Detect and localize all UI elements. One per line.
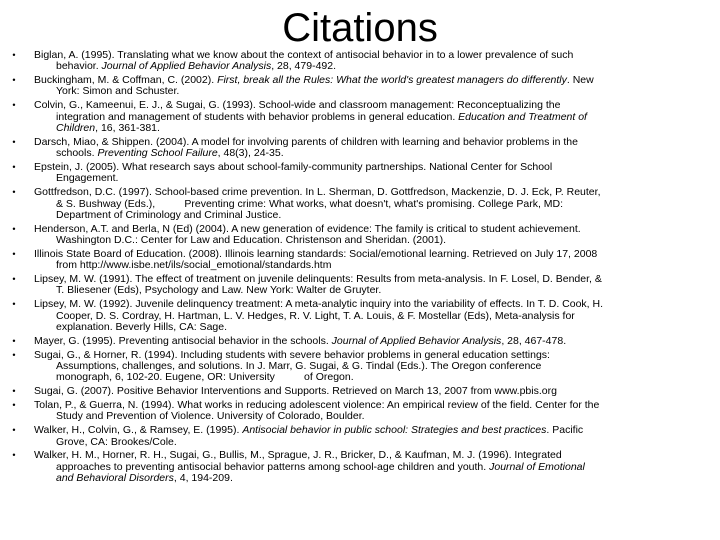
citation-text: Grove, CA: Brookes/Cole. — [56, 435, 177, 448]
citation-line — [34, 386, 708, 397]
page-title: Citations — [282, 6, 438, 50]
bullet-icon: • — [12, 274, 16, 285]
citation-text: T. Bliesener (Eds), Psychology and Law. New York: Walter de Gruyter. — [56, 284, 382, 297]
citation-line — [34, 86, 708, 97]
citation-text: , 16, 361-381. — [95, 121, 160, 134]
citation-text: Tolan, P., & Guerra, N. (1994). What works in reducing adolescent violence: An empirical review of the field. Center for the — [34, 399, 600, 412]
citation-italic-text: Journal of Applied Behavior Analysis — [101, 60, 272, 73]
citation-line — [34, 235, 708, 246]
citation-text: monograph, 6, 102-20. Eugene, OR: University of Oregon. — [56, 371, 354, 384]
citation-text: Illinois State Board of Education. (2008). Illinois learning standards: Social/emotional learning. Retrieved on July 17, 2008 — [34, 247, 598, 260]
citation-line — [34, 210, 708, 221]
citation-text: Biglan, A. (1995). Translating what we know about the context of antisocial behavior in to a lower prevalence of such — [34, 49, 574, 61]
citation-italic-text: Journal of Applied Behavior Analysis — [331, 334, 502, 347]
bullet-icon: • — [12, 425, 16, 436]
citation-line — [34, 437, 708, 448]
citation-line — [34, 473, 708, 484]
citation-text: Darsch, Miao, & Shippen. (2004). A model for involving parents of children with learning and behavior problems in the — [34, 135, 578, 148]
citation-italic-text: Education and Treatment of — [458, 110, 587, 123]
bullet-icon: • — [12, 187, 16, 198]
citation-text: Henderson, A.T. and Berla, N (Ed) (2004). A new generation of evidence: The family is critical to student achievement. — [34, 222, 581, 235]
citation-item — [8, 100, 708, 134]
citation-text: Lipsey, M. W. (1991). The effect of treatment on juvenile delinquents: Results from meta-analysis. In F. Losel, D. Bender, & — [34, 273, 602, 286]
bullet-icon: • — [12, 223, 16, 234]
bullet-icon: • — [12, 299, 16, 310]
bullet-icon: • — [12, 50, 16, 60]
citation-line — [34, 336, 708, 347]
citation-line — [34, 372, 708, 383]
citation-text: Assumptions, challenges, and solutions. In J. Marr, G. Sugai, & G. Tindal (Eds.). The Oregon conference — [56, 359, 542, 372]
citation-text: York: Simon and Schuster. — [56, 85, 180, 98]
bullet-icon: • — [12, 386, 16, 397]
citation-text: Walker, H. M., Horner, R. H., Sugai, G., Bullis, M., Sprague, J. R., Bricker, D., & Kaufman, M. J. (1996). Integrated — [34, 449, 562, 462]
citation-text: approaches to preventing antisocial behavior patterns among school-age children and youth. — [56, 460, 490, 473]
citation-italic-text: Preventing School Failure — [97, 147, 218, 160]
citation-text: Colvin, G., Kameenui, E. J., & Sugai, G. (1993). School-wide and classroom management: Reconceptualizing the — [34, 99, 561, 112]
citation-text: Gottfredson, D.C. (1997). School-based crime prevention. In L. Sherman, D. Gottfredson, Mackenzie, D. J. Eck, P. Reuter, — [34, 186, 601, 199]
citation-text: behavior. — [56, 60, 102, 73]
citation-text: Epstein, J. (2005). What research says about school-family-community partnerships. National Center for School — [34, 161, 553, 174]
citation-text: , 48(3), 24-35. — [217, 147, 284, 160]
citation-text: Cooper, D. S. Cordray, H. Hartman, L. V. Hedges, R. V. Light, T. A. Louis, & F. Mostellar (Eds), Meta-analysis for — [56, 309, 575, 322]
bullet-icon: • — [12, 450, 16, 461]
citation-text: integration and management of students with behavior problems in general education. — [56, 110, 459, 123]
citation-text: from http://www.isbe.net/ils/social_emotional/standards.htm — [56, 259, 332, 272]
citation-text: Mayer, G. (1995). Preventing antisocial behavior in the schools. — [34, 334, 332, 347]
citation-text: explanation. Beverly Hills, CA: Sage. — [56, 320, 227, 333]
citation-italic-text: First, break all the Rules: What the world's greatest managers do differently — [217, 74, 567, 87]
bullet-icon: • — [12, 349, 16, 360]
citation-text: , 28, 479-492. — [271, 60, 337, 73]
citation-italic-text: Journal of Emotional — [489, 460, 585, 473]
citation-line — [34, 148, 708, 159]
citation-text: Department of Criminology and Criminal Justice. — [56, 208, 282, 221]
citation-line — [34, 61, 708, 72]
citation-italic-text: Children — [56, 121, 96, 134]
citation-line — [34, 123, 708, 134]
citation-item — [8, 299, 708, 333]
citation-text: . New — [566, 74, 594, 87]
citation-text: . Pacific — [546, 424, 584, 437]
citation-item — [8, 137, 708, 160]
citation-line — [34, 173, 708, 184]
citation-text: Washington D.C.: Center for Law and Education. Christenson and Sheridan. (2001). — [56, 234, 447, 247]
citation-item — [8, 249, 708, 272]
bullet-icon: • — [12, 248, 16, 259]
citation-text: schools. — [56, 147, 98, 160]
citation-item — [8, 75, 708, 98]
bullet-icon: • — [12, 75, 16, 86]
citation-text: Sugai, G. (2007). Positive Behavior Interventions and Supports. Retrieved on March 13, 2007 from www.pbis.org — [34, 385, 557, 398]
citation-list — [8, 50, 708, 487]
citation-line — [34, 411, 708, 422]
citation-item — [8, 336, 708, 347]
citation-text: Engagement. — [56, 172, 119, 185]
citation-text: Buckingham, M. & Coffman, C. (2002). — [34, 74, 218, 87]
citation-text: , 28, 467-478. — [501, 334, 567, 347]
bullet-icon: • — [12, 162, 16, 173]
citation-item — [8, 425, 708, 448]
citation-item — [8, 450, 708, 484]
bullet-icon: • — [12, 136, 16, 147]
citation-line — [34, 260, 708, 271]
citation-item — [8, 400, 708, 423]
citation-italic-text: Antisocial behavior in public school: Strategies and best practices — [242, 424, 547, 437]
bullet-icon: • — [12, 335, 16, 346]
citation-line — [34, 162, 708, 173]
citation-text: & S. Bushway (Eds.), Preventing crime: What works, what doesn't, what's promising. College Park, MD: — [56, 197, 564, 210]
citation-item — [8, 350, 708, 384]
citation-text: Study and Prevention of Violence. University of Colorado, Boulder. — [56, 410, 365, 423]
bullet-icon: • — [12, 100, 16, 111]
citation-item — [8, 386, 708, 397]
citation-italic-text: and Behavioral Disorders — [56, 472, 174, 484]
citation-line — [34, 285, 708, 296]
citation-item — [8, 224, 708, 247]
citation-text: Walker, H., Colvin, G., & Ramsey, E. (1995). — [34, 424, 243, 437]
citation-item — [8, 274, 708, 297]
citation-item — [8, 50, 708, 73]
citation-text: , 4, 194-209. — [173, 472, 233, 484]
citation-item — [8, 187, 708, 221]
citation-item — [8, 162, 708, 185]
citation-line — [34, 322, 708, 333]
citation-text: Sugai, G., & Horner, R. (1994). Including students with severe behavior problems in general education settings: — [34, 348, 550, 361]
bullet-icon: • — [12, 400, 16, 411]
citation-text: Lipsey, M. W. (1992). Juvenile delinquency treatment: A meta-analytic inquiry into the variability of effects. In T. D. Cook, H. — [34, 298, 604, 311]
